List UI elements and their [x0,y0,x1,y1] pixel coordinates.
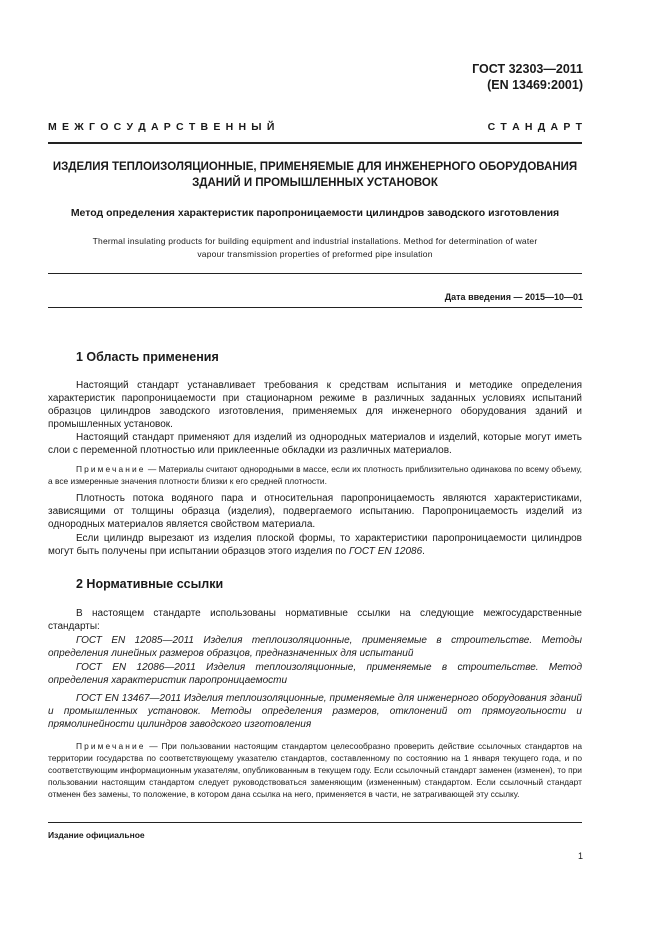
interstate-standard-banner [48,121,582,133]
standard-code [472,61,583,93]
section-1-note-text: — Материалы считают однородными в массе, если их плотность приблизительно одинакова по всему объему, а все измеренные значения плотности близки к его средней плотности. [48,464,582,486]
standard-code-gost: ГОСТ 32303—2011 [472,62,583,76]
header-divider [48,142,582,144]
interstate-word-2: С Т А Н Д А Р Т [487,121,582,133]
section-1-heading [76,350,219,364]
normative-reference-3-text: ГОСТ EN 13467—2011 Изделия теплоизоляционные, применяемые для инженерного оборудования зданий и промышленных установок. Методы определения размеров, отклонений от прямоугольности и прямолинейности цилиндров заводского изготовления [48,693,582,730]
section-1-paragraph-1 [48,379,582,431]
normative-reference-2-text: ГОСТ EN 12086—2011 Изделия теплоизоляционные, применяемые в строительстве. Метод определения характеристик паропроницаемости [48,662,582,686]
standard-code-en: (EN 13469:2001) [487,78,583,92]
section-2-note-label: Примечание [76,741,146,751]
document-title-line-1: ИЗДЕЛИЯ ТЕПЛОИЗОЛЯЦИОННЫЕ, ПРИМЕНЯЕМЫЕ ДЛЯ ИНЖЕНЕРНОГО ОБОРУДОВАНИЯ [52,161,578,173]
section-2-heading-text: 2 Нормативные ссылки [76,577,224,591]
date-divider [48,307,582,308]
english-title-line-2: vapour transmission properties of preformed pipe insulation [197,249,433,259]
section-1-paragraph-2-text: Настоящий стандарт применяют для изделий из однородных материалов и изделий, которые могут иметь слои с переменной плотностью или приклеенные обкладки из различных материалов. [48,432,582,456]
edition-label: Издание официальное [48,830,145,840]
section-1-paragraph-3 [48,492,582,531]
section-1-paragraph-4-end: . [422,546,425,557]
section-1-paragraph-2 [48,431,582,457]
english-title-line-1: Thermal insulating products for building equipment and industrial installations. Method for determination of water [92,236,538,246]
footer-divider [48,822,582,823]
section-1-note-label: Примечание [76,464,146,474]
section-1-note [48,463,582,487]
page-number: 1 [577,851,583,861]
document-subtitle: Метод определения характеристик паропроницаемости цилиндров заводского изготовления [70,207,560,219]
section-1-paragraph-4-text: Если цилиндр вырезают из изделия плоской формы, то характеристики паропроницаемости цилиндров могут быть получены при испытании образцов этого изделия по [48,533,582,557]
section-1-paragraph-4-reference: ГОСТ EN 12086 [349,546,423,557]
section-2-intro [48,607,582,633]
section-1-paragraph-1-text: Настоящий стандарт устанавливает требования к средствам испытания и методике определения характеристик паропроницаемости при стационарном режиме в различных заданных условиях испытаний образцов цилиндров заводского изготовления, применяемых для инженерного оборудования зданий и промышленных установок. [48,380,582,430]
normative-reference-3 [48,692,582,731]
normative-reference-1 [48,634,582,660]
section-1-paragraph-4 [48,532,582,558]
section-1-paragraph-3-text: Плотность потока водяного пара и относительная паропроницаемость являются характеристиками, зависящими от толщины образца (изделия), подвергаемого испытанию. Паропроницаемость изделий из однородных материалов является свойством материала. [48,493,582,530]
normative-reference-2 [48,661,582,687]
normative-reference-1-text: ГОСТ EN 12085—2011 Изделия теплоизоляционные, применяемые в строительстве. Методы определения линейных размеров образцов, предназначенных для испытаний [48,635,582,659]
section-2-note-text: — При пользовании настоящим стандартом целесообразно проверить действие ссылочных стандартов на территории государства по соответствующему указателю стандартов, составленному по состоянию на 1 января текущего года, и по соответствующим информационным указателям, опубликованным в текущем году. Если ссылочный стандарт заменен (изменен), то при пользовании настоящим стандартом следует руководствоваться заменяющим (измененным) стандартом. Если ссылочный стандарт отменен без замены, то положение, в котором дана ссылка на него, применяется в части, не затрагивающей эту ссылку. [48,741,582,799]
introduction-date: Дата введения — 2015—10—01 [444,292,583,302]
section-2-intro-text: В настоящем стандарте использованы нормативные ссылки на следующие межгосударственные стандарты: [48,608,582,632]
document-title-line-2: ЗДАНИЙ И ПРОМЫШЛЕННЫХ УСТАНОВОК [192,176,438,189]
interstate-word-1: М Е Ж Г О С У Д А Р С Т В Е Н Н Ы Й [48,121,275,133]
title-divider [48,273,582,274]
document-title [48,160,582,191]
section-1-heading-text: 1 Область применения [76,350,219,364]
english-title [48,235,582,261]
section-2-heading [76,577,223,591]
section-2-note [48,740,582,800]
